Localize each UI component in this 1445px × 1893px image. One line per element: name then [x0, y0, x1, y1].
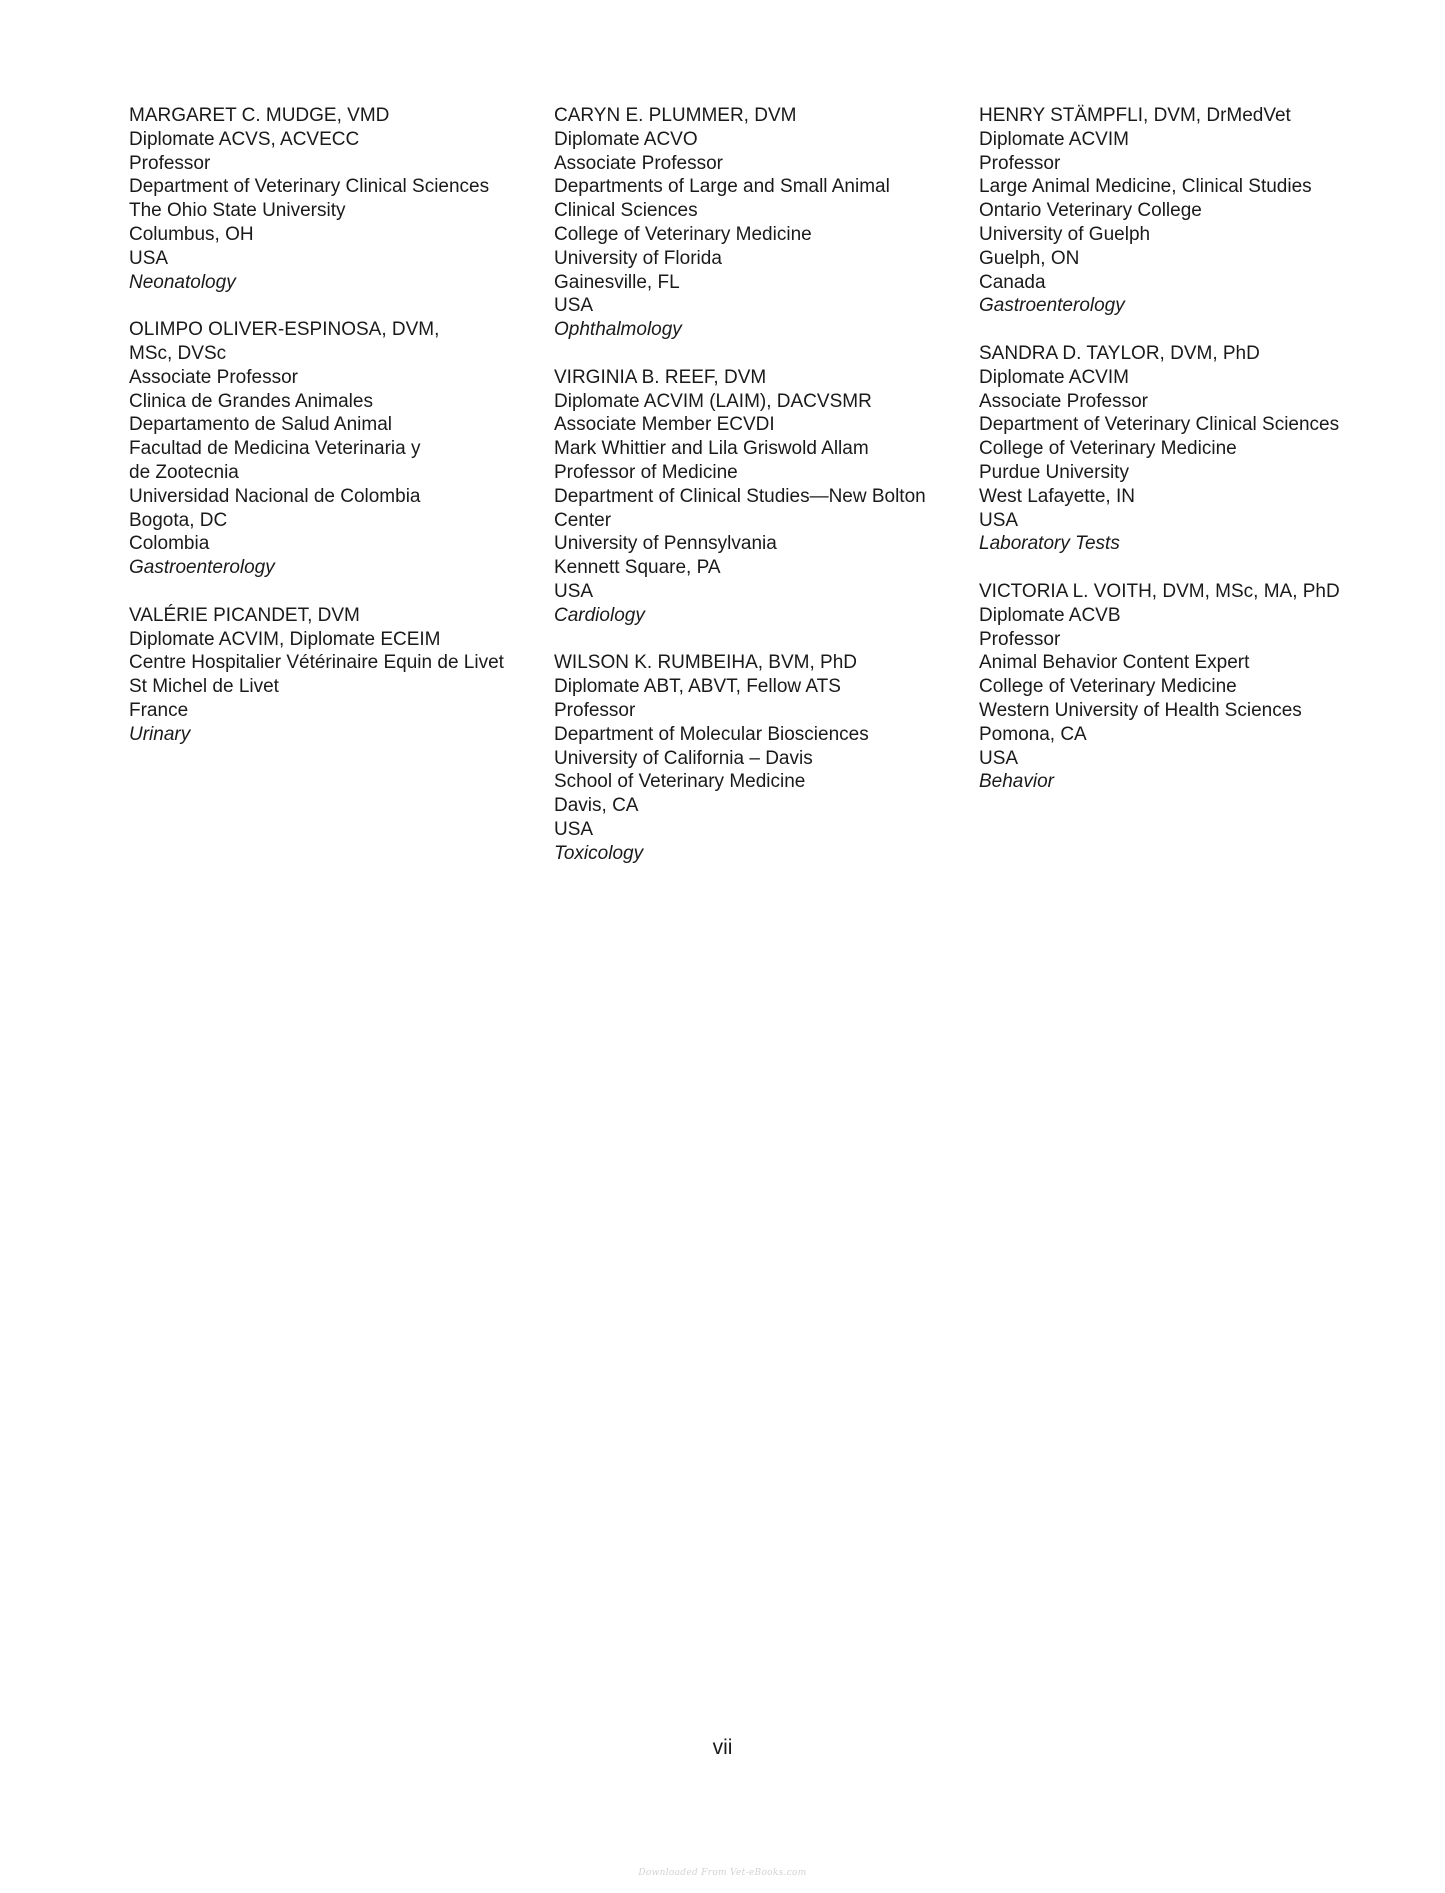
contributor-specialty: Toxicology: [554, 842, 644, 864]
contributor-specialty: Ophthalmology: [554, 319, 682, 341]
contributor-detail: Large Animal Medicine, Clinical Studies: [979, 176, 1312, 198]
contributor-name: OLIMPO OLIVER-ESPINOSA, DVM,: [129, 319, 440, 341]
contributor-detail: Associate Member ECVDI: [554, 414, 775, 436]
contributor-detail: France: [129, 699, 189, 721]
contributor-name: VALÉRIE PICANDET, DVM: [129, 604, 360, 626]
contributor-detail: Mark Whittier and Lila Griswold Allam: [554, 438, 869, 460]
contributor-detail: College of Veterinary Medicine: [979, 438, 1237, 460]
contributor-detail: Columbus, OH: [129, 223, 254, 245]
contributor-detail: Professor: [979, 152, 1061, 174]
contributor-detail: Professor: [129, 152, 211, 174]
contributor-detail: Clinica de Grandes Animales: [129, 390, 373, 412]
contributor-entry: [554, 651, 979, 865]
contributor-detail: Professor: [979, 628, 1061, 650]
contributor-specialty: Neonatology: [129, 271, 236, 293]
contributor-detail: Diplomate ACVIM: [979, 366, 1129, 388]
watermark: Downloaded From Vet-eBooks.com: [638, 1868, 807, 1878]
contributor-detail: Associate Professor: [129, 366, 298, 388]
contributor-detail: Facultad de Medicina Veterinaria y: [129, 438, 421, 460]
contributor-detail: Diplomate ACVB: [979, 604, 1121, 626]
contributor-detail: Department of Veterinary Clinical Sciences: [129, 176, 490, 198]
contributor-name: VIRGINIA B. REEF, DVM: [554, 366, 767, 388]
contributor-name: CARYN E. PLUMMER, DVM: [554, 105, 797, 126]
contributor-detail: Kennett Square, PA: [554, 557, 721, 579]
contributor-detail: USA: [979, 747, 1019, 769]
contributor-detail: Western University of Health Sciences: [979, 699, 1302, 721]
contributor-detail: Associate Professor: [554, 152, 723, 174]
contributor-detail: USA: [554, 295, 594, 317]
contributor-specialty: Urinary: [129, 723, 191, 745]
contributor-entry: [554, 366, 979, 628]
contributors-list: [129, 104, 1369, 889]
contributor-detail: Gainesville, FL: [554, 271, 680, 293]
contributor-detail: Department of Veterinary Clinical Sciences: [979, 414, 1340, 436]
contributor-entry: [129, 318, 554, 580]
contributor-detail: Departamento de Salud Animal: [129, 414, 392, 436]
contributor-name: MARGARET C. MUDGE, VMD: [129, 105, 390, 126]
contributor-detail: Professor of Medicine: [554, 461, 738, 483]
contributor-entry: [979, 342, 1369, 556]
contributor-detail: Pomona, CA: [979, 723, 1087, 745]
contributor-detail: Ontario Veterinary College: [979, 200, 1202, 222]
contributor-detail: School of Veterinary Medicine: [554, 771, 806, 793]
contributor-detail: Diplomate ABT, ABVT, Fellow ATS: [554, 676, 841, 698]
contributor-name: WILSON K. RUMBEIHA, BVM, PhD: [554, 652, 857, 674]
contributor-detail: MSc, DVSc: [129, 342, 227, 364]
contributor-detail: USA: [554, 818, 594, 840]
contributor-detail: Canada: [979, 271, 1046, 293]
contributor-detail: West Lafayette, IN: [979, 485, 1135, 507]
contributor-entry: [979, 580, 1369, 794]
contributor-detail: Diplomate ACVIM: [979, 128, 1129, 150]
contributor-detail: College of Veterinary Medicine: [979, 676, 1237, 698]
contributor-specialty: Behavior: [979, 771, 1054, 793]
contributor-entry: [979, 104, 1369, 318]
contributor-specialty: Cardiology: [554, 604, 645, 626]
contributor-detail: Diplomate ACVO: [554, 128, 698, 150]
contributor-detail: Universidad Nacional de Colombia: [129, 485, 421, 507]
contributor-detail: Departments of Large and Small Animal: [554, 176, 890, 198]
contributor-detail: Bogota, DC: [129, 509, 228, 531]
contributor-detail: Department of Clinical Studies—New Bolton: [554, 485, 926, 507]
contributor-detail: University of California – Davis: [554, 747, 813, 769]
contributor-name: SANDRA D. TAYLOR, DVM, PhD: [979, 342, 1260, 364]
contributor-detail: Professor: [554, 699, 636, 721]
contributor-detail: University of Guelph: [979, 223, 1151, 245]
contributor-detail: Purdue University: [979, 461, 1129, 483]
contributor-detail: Department of Molecular Biosciences: [554, 723, 869, 745]
contributor-detail: Centre Hospitalier Vétérinaire Equin de Livet: [129, 652, 504, 674]
contributor-detail: Center: [554, 509, 612, 531]
contributor-detail: Colombia: [129, 533, 210, 555]
contributor-detail: University of Pennsylvania: [554, 533, 777, 555]
contributor-specialty: Laboratory Tests: [979, 533, 1120, 555]
contributor-detail: USA: [129, 247, 169, 269]
contributor-detail: Associate Professor: [979, 390, 1148, 412]
contributor-detail: University of Florida: [554, 247, 722, 269]
contributor-specialty: Gastroenterology: [129, 557, 275, 579]
contributor-detail: Diplomate ACVS, ACVECC: [129, 128, 360, 150]
contributor-detail: Davis, CA: [554, 795, 639, 817]
contributor-name: VICTORIA L. VOITH, DVM, MSc, MA, PhD: [979, 580, 1340, 602]
contributor-detail: St Michel de Livet: [129, 676, 279, 698]
contributor-detail: Guelph, ON: [979, 247, 1080, 269]
contributor-detail: Clinical Sciences: [554, 200, 698, 222]
contributor-entry: [554, 104, 979, 342]
contributor-detail: Diplomate ACVIM (LAIM), DACVSMR: [554, 390, 872, 412]
contributor-detail: de Zootecnia: [129, 461, 239, 483]
contributor-detail: USA: [979, 509, 1019, 531]
page-number: vii: [712, 1736, 733, 1759]
contributor-detail: College of Veterinary Medicine: [554, 223, 812, 245]
contributor-column: [979, 104, 1369, 889]
contributor-column: [554, 104, 979, 889]
contributor-entry: [129, 604, 554, 747]
contributor-specialty: Gastroenterology: [979, 295, 1125, 317]
contributor-column: [129, 104, 554, 889]
contributor-detail: Animal Behavior Content Expert: [979, 652, 1250, 674]
contributor-detail: USA: [554, 580, 594, 602]
contributor-name: HENRY STÄMPFLI, DVM, DrMedVet: [979, 105, 1291, 126]
contributor-detail: Diplomate ACVIM, Diplomate ECEIM: [129, 628, 441, 650]
contributor-detail: The Ohio State University: [129, 200, 346, 222]
contributor-entry: [129, 104, 554, 294]
